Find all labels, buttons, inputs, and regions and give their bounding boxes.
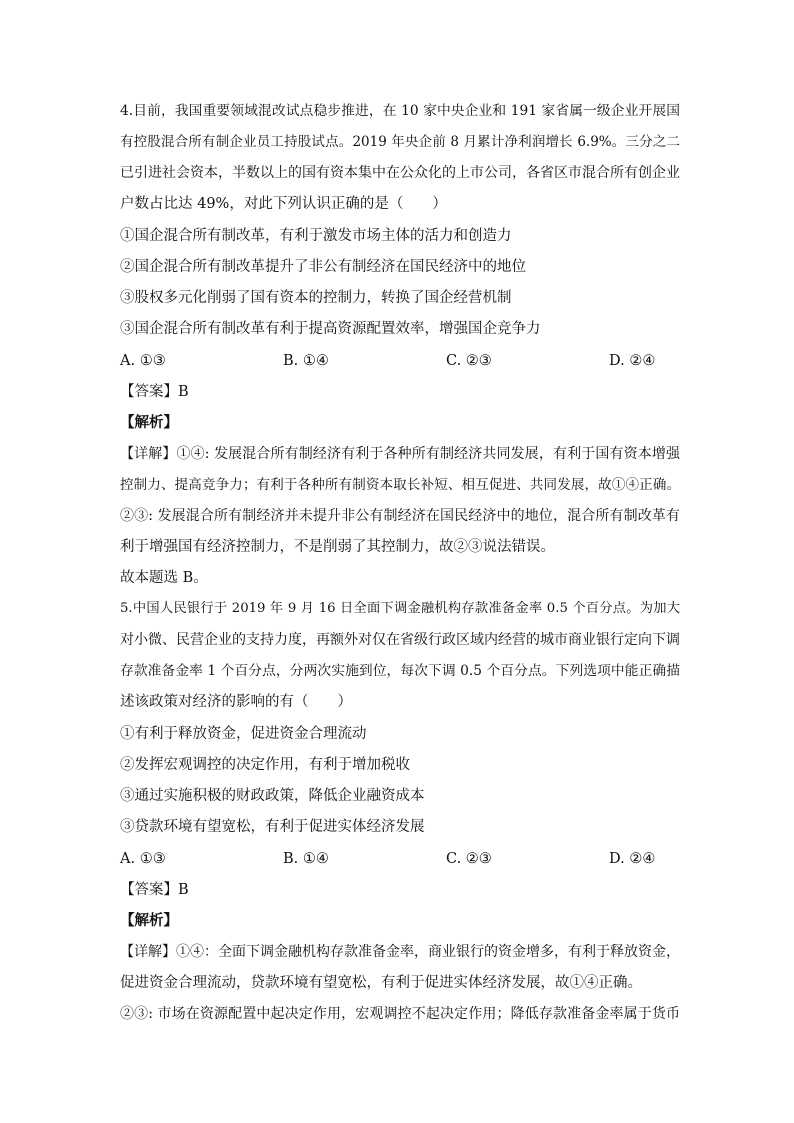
- q5-option-b: B. ①④: [283, 851, 329, 867]
- q5-detail-line-3: ②③: 市场在资源配置中起决定作用，宏观调控不起决定作用；降低存款准备金率属于货币: [120, 1006, 680, 1022]
- q4-stem-line-4: 户数占比达 49%，对此下列认识正确的是（ ）: [120, 196, 447, 212]
- q5-option-d: D. ②④: [609, 851, 656, 867]
- q4-detail-line-1: 【详解】①④: 发展混合所有制经济有利于各种所有制经济共同发展，有利于国有资本增强: [120, 446, 680, 462]
- q4-options: [120, 351, 680, 371]
- q4-statement-3: ③股权多元化削弱了国有资本的控制力，转换了国企经营机制: [120, 290, 512, 306]
- q5-stem-line-4: 述该政策对经济的影响的有（ ）: [120, 694, 352, 710]
- q5-detail-line-1: 【详解】①④：全面下调金融机构存款准备金率，商业银行的资金增多，有利于释放资金，: [120, 944, 680, 960]
- q4-option-b: B. ①④: [283, 353, 329, 369]
- q5-stem-line-1: 5.中国人民银行于 2019 年 9 月 16 日全面下调金融机构存款准备金率 0.5 个百分点。为加大: [120, 601, 680, 616]
- q4-conclusion: 故本题选 B。: [120, 570, 208, 586]
- q5-options: [120, 849, 680, 869]
- q4-stem-line-3: 已引进社会资本，半数以上的国有资本集中在公众化的上市公司，各省区市混合所有创企业: [120, 165, 680, 181]
- q5-answer: 【答案】B: [120, 882, 189, 898]
- q4-analysis-label: 【解析】: [120, 414, 178, 431]
- q5-stem-line-2: 对小微、民营企业的支持力度，再额外对仅在省级行政区域内经营的城市商业银行定向下调: [120, 632, 680, 648]
- q4-answer: 【答案】B: [120, 384, 189, 400]
- q5-statement-1: ①有利于释放资金，促进资金合理流动: [120, 726, 367, 742]
- q4-option-c: C. ②③: [446, 353, 492, 369]
- q5-detail-line-2: 促进资金合理流动，贷款环境有望宽松，有利于促进实体经济发展，故①④正确。: [120, 975, 642, 991]
- q4-stem-line-1: 4.目前，我国重要领域混改试点稳步推进，在 10 家中央企业和 191 家省属一级企业开展国: [120, 103, 680, 119]
- q5-stem-line-3: 存款准备金率 1 个百分点，分两次实施到位，每次下调 0.5 个百分点。下列选项中能正确描: [120, 663, 680, 679]
- q5-statement-2: ②发挥宏观调控的决定作用，有利于增加税收: [120, 757, 410, 773]
- q5-statement-4: ③贷款环境有望宽松，有利于促进实体经济发展: [120, 819, 425, 835]
- q4-statement-2: ②国企混合所有制改革提升了非公有制经济在国民经济中的地位: [120, 259, 526, 275]
- q5-statement-3: ③通过实施积极的财政政策，降低企业融资成本: [120, 788, 425, 804]
- q4-detail-line-3: ②③: 发展混合所有制经济并未提升非公有制经济在国民经济中的地位，混合所有制改革有: [120, 508, 680, 524]
- q4-statement-1: ①国企混合所有制改革，有利于激发市场主体的活力和创造力: [120, 228, 512, 244]
- q4-stem-line-2: 有控股混合所有制企业员工持股试点。2019 年央企前 8 月累计净利润增长 6.9%。三分之二: [120, 134, 680, 150]
- q4-detail-line-4: 利于增强国有经济控制力，不是削弱了其控制力，故②③说法错误。: [120, 539, 555, 555]
- q4-statement-4: ③国企混合所有制改革有利于提高资源配置效率，增强国企竞争力: [120, 321, 541, 337]
- q4-detail-line-2: 控制力、提高竞争力；有利于各种所有制资本取长补短、相互促进、共同发展，故①④正确。: [120, 477, 680, 493]
- q5-option-c: C. ②③: [446, 851, 492, 867]
- q4-option-d: D. ②④: [609, 353, 656, 369]
- q4-option-a: A. ①③: [120, 353, 166, 369]
- q5-analysis-label: 【解析】: [120, 912, 178, 929]
- q5-option-a: A. ①③: [120, 851, 166, 867]
